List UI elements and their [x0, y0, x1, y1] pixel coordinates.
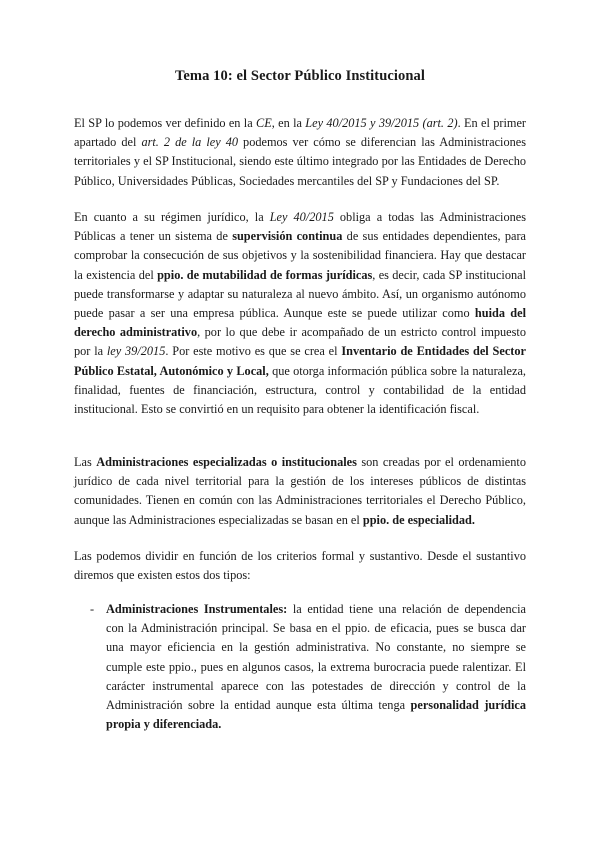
paragraph-classification — [74, 547, 526, 585]
text-run: Las podemos dividir en función de los criterios formal y sustantivo. Desde el sustantivo diremos que existen estos dos tipos: — [74, 549, 526, 583]
text-run: , en la — [271, 116, 306, 130]
italic-citation: Ley 40/2015 — [269, 210, 334, 224]
bold-term: personalidad jurídica propia y diferenciada. — [106, 698, 526, 732]
italic-citation: CE — [256, 116, 272, 130]
page-title: Tema 10: el Sector Público Institucional — [174, 68, 426, 84]
text-run: Las — [74, 455, 97, 469]
bold-term: Administraciones Instrumentales: — [106, 602, 288, 616]
text-run: . Por este motivo es que se crea el — [165, 344, 342, 359]
bold-term: Inventario de Entidades del Sector Público Estatal, Autonómico y Local, — [74, 344, 526, 378]
text-run: , por lo que debe ir acompañado de un estricto control impuesto por la — [74, 325, 526, 359]
text-run: son creadas por el ordenamiento jurídico de cada nivel territorial para la gestión de los intereses públicos de distintas comunidades. Tienen en común con las Administraciones territoriales el Derecho Público, aunque las Administraciones especializadas se basan en el — [74, 455, 526, 527]
list-item — [90, 600, 526, 734]
text-run: podemos ver cómo se diferencian las Administraciones territoriales y el SP Institucional, siendo este último integrado por las Entidades de Derecho Público, Universidades Públicas, Sociedades mercantiles del SP y Fundaciones del SP. — [74, 135, 526, 188]
bold-term: huida del derecho administrativo — [74, 306, 526, 340]
bold-term: ppio. de mutabilidad de formas jurídicas — [157, 267, 373, 282]
bold-term: Administraciones especializadas o institucionales — [96, 455, 357, 469]
bold-term: supervisión continua — [232, 229, 343, 244]
list-bullet: - — [90, 602, 95, 616]
types-list — [90, 600, 526, 734]
text-run: de sus entidades dependientes, para comprobar la consecución de sus objetivos y la sostenibilidad financiera. Hay que destacar la existencia del — [74, 229, 526, 282]
text-run: la entidad tiene una relación de dependencia con la Administración principal. Se basa en el ppio. de eficacia, pues se busca dar una mayor eficiencia en la gestión administrativa. No constante, no siempre se cumple este ppio., pues en algunos casos, la extrema burocracia puede ralentizar. El carácter instrumental aparece con las potestades de dirección y control de la Administración sobre la entidad aunque esta última tenga — [106, 602, 526, 713]
text-run: . En el primer apartado del — [74, 116, 526, 150]
italic-citation: art. 2 de la ley 40 — [141, 135, 239, 150]
italic-citation: ley 39/2015 — [106, 344, 166, 359]
paragraph-specialized-administrations — [74, 453, 526, 530]
bold-term: ppio. de especialidad. — [362, 512, 475, 527]
text-run: , es decir, cada SP institucional puede transformarse y adaptar su naturaleza al nuevo ámbito. Así, un organismo autónomo puede pasar a ser una empresa pública. Aunque este se puede utilizar como — [74, 267, 526, 321]
text-run: que otorga información pública sobre la naturaleza, finalidad, fuentes de financiación, estructura, control y contabilidad de la entidad institucional. Esto se convirtió en un requisito para obtener la identificación fiscal. — [74, 363, 526, 417]
paragraph-legal-regime — [74, 208, 526, 419]
text-run: obliga a todas las Administraciones Públicas a tener un sistema de — [74, 210, 527, 244]
paragraph-definition — [74, 114, 526, 191]
text-run: En cuanto a su régimen jurídico, la — [74, 210, 270, 224]
text-run: El SP lo podemos ver definido en la — [74, 116, 256, 130]
italic-citation: Ley 40/2015 y 39/2015 (art. 2) — [305, 116, 458, 130]
